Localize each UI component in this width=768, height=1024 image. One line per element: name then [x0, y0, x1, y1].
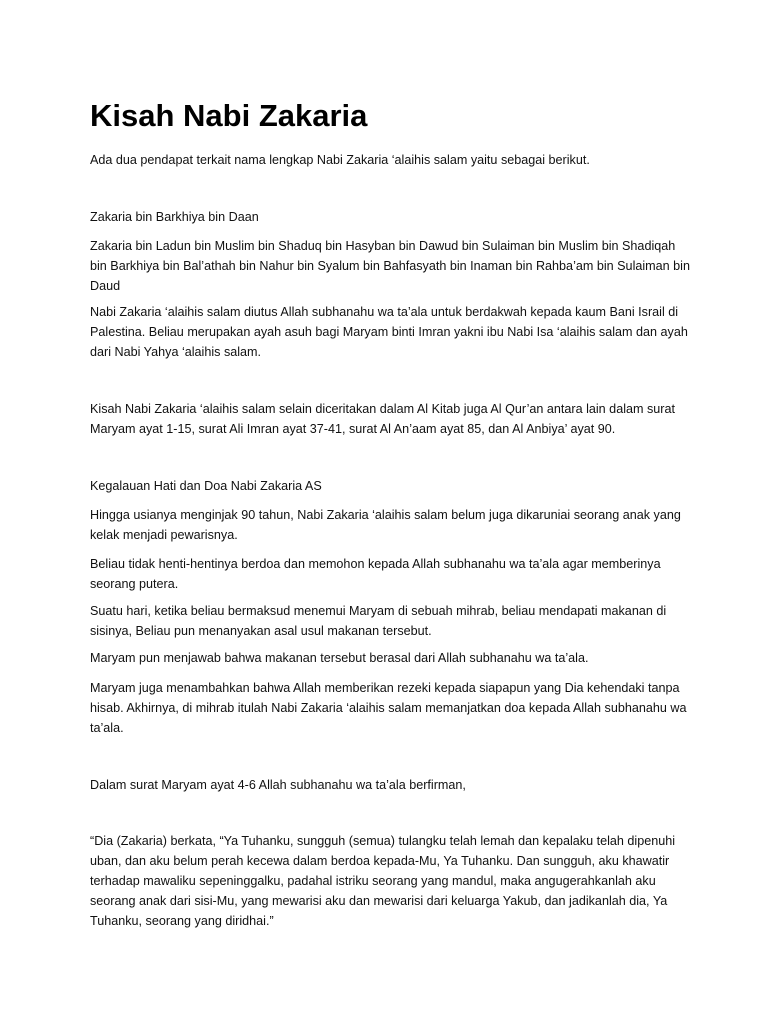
paragraph-lineage-2: Zakaria bin Ladun bin Muslim bin Shaduq bin Hasyban bin Dawud bin Sulaiman bin Muslim bin Shadiqah bin Barkhiya bin Bal’athah bin Nahur bin Syalum bin Bahfasyath bin Inaman bin Rahba’am bin Sulaiman bin Daud: [90, 239, 690, 293]
paragraph-intro: Ada dua pendapat terkait nama lengkap Nabi Zakaria ‘alaihis salam yaitu sebagai berikut.: [90, 153, 590, 167]
paragraph-maryam-answer: Maryam pun menjawab bahwa makanan tersebut berasal dari Allah subhanahu wa ta’ala.: [90, 651, 589, 665]
paragraph-age: Hingga usianya menginjak 90 tahun, Nabi Zakaria ‘alaihis salam belum juga dikaruniai seorang anak yang kelak menjadi pewarisnya.: [90, 508, 681, 542]
paragraph-lineage-1: Zakaria bin Barkhiya bin Daan: [90, 210, 259, 224]
paragraph-prayer: Beliau tidak henti-hentinya berdoa dan memohon kepada Allah subhanahu wa ta’ala agar memberinya seorang putera.: [90, 557, 661, 591]
paragraph-mission: Nabi Zakaria ‘alaihis salam diutus Allah subhanahu wa ta’ala untuk berdakwah kepada kaum Bani Israil di Palestina. Beliau merupakan ayah asuh bagi Maryam binti Imran yakni ibu Nabi Isa ‘alaihis salam dan ayah dari Nabi Yahya ‘alaihis salam.: [90, 305, 688, 359]
paragraph-quote: “Dia (Zakaria) berkata, “Ya Tuhanku, sungguh (semua) tulangku telah lemah dan kepalaku telah dipenuhi uban, dan aku belum perah kecewa dalam berdoa kepada-Mu, Ya Tuhanku. Dan sungguh, aku khawatir terhadap mawaliku sepeninggalku, padahal istriku seorang yang mandul, maka angugerahkanlah aku seorang anak dari sisi-Mu, yang mewarisi aku dan mewarisi dari keluarga Yakub, dan jadikanlah dia, Ya Tuhanku, seorang yang diridhai.”: [90, 834, 676, 928]
paragraph-mihrab: Suatu hari, ketika beliau bermaksud menemui Maryam di sebuah mihrab, beliau mendapati makanan di sisinya, Beliau pun menanyakan asal usul makanan tersebut.: [90, 604, 667, 638]
paragraph-rezeki: Maryam juga menambahkan bahwa Allah memberikan rezeki kepada siapapun yang Dia kehendaki tanpa hisab. Akhirnya, di mihrab itulah Nabi Zakaria ‘alaihis salam memanjatkan doa kepada Allah subhanahu wa ta’ala.: [90, 681, 687, 735]
document-title: Kisah Nabi Zakaria: [90, 98, 368, 133]
paragraph-firman: Dalam surat Maryam ayat 4-6 Allah subhanahu wa ta’ala berfirman,: [90, 778, 466, 792]
section-heading-doa: Kegalauan Hati dan Doa Nabi Zakaria AS: [90, 479, 322, 493]
paragraph-sources: Kisah Nabi Zakaria ‘alaihis salam selain diceritakan dalam Al Kitab juga Al Qur’an antara lain dalam surat Maryam ayat 1-15, surat Ali Imran ayat 37-41, surat Al An’aam ayat 85, dan Al Anbiya’ ayat 90.: [90, 402, 675, 436]
